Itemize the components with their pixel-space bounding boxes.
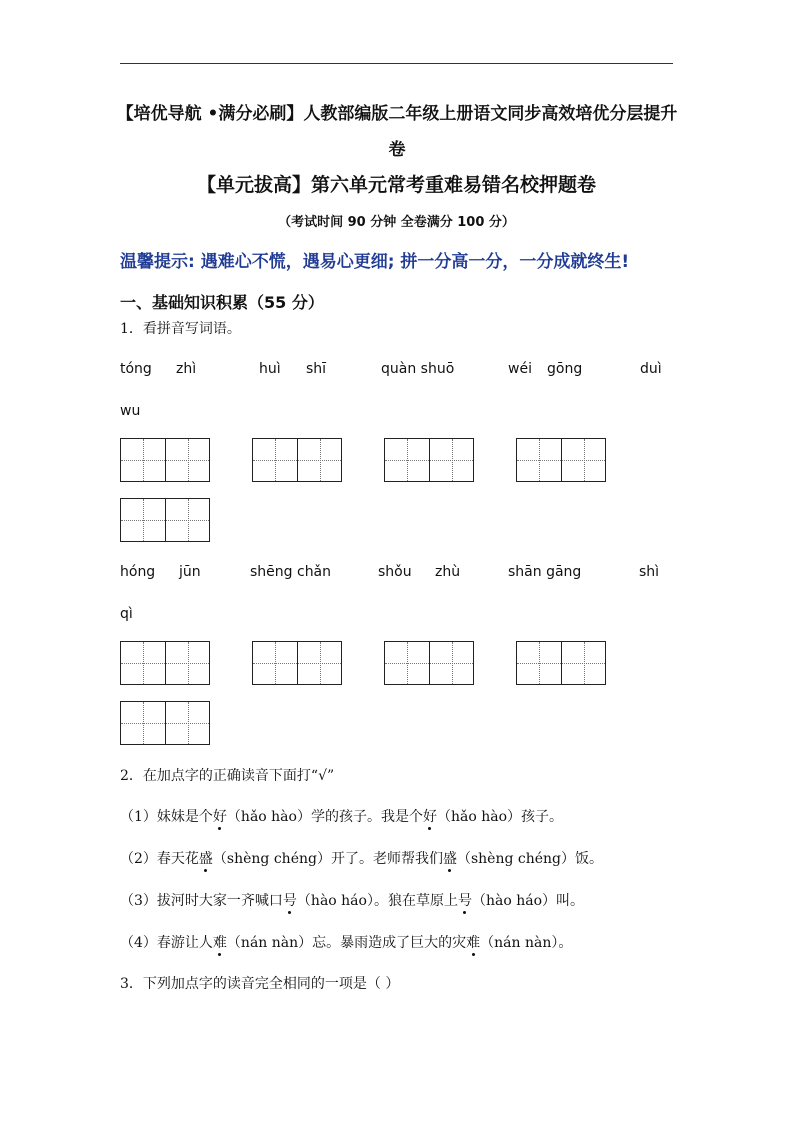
pinyin: tóng <box>120 361 152 377</box>
q2-item: （4）春游让人难（nán nàn）忘。暴雨造成了巨大的灾难（nán nàn）。 <box>120 932 572 952</box>
dotted-char: 好 <box>213 806 227 826</box>
q2-prompt: 2．在加点字的正确读音下面打“√” <box>120 768 335 784</box>
writing-grid[interactable] <box>516 641 606 685</box>
q2-item: （3）拔河时大家一齐喊口号（hào háo）。狼在草原上号（hào háo）叫。 <box>120 890 584 910</box>
writing-grid[interactable] <box>516 438 606 482</box>
q3-prompt: 3．下列加点字的读音完全相同的一项是（ ） <box>120 976 400 992</box>
q2-item: （2）春天花盛（shèng chéng）开了。老师帮我们盛（shèng chéng）饭。 <box>120 848 603 868</box>
pinyin: wéi <box>508 361 532 377</box>
pinyin: zhì <box>176 361 197 377</box>
pinyin: shì <box>639 564 660 580</box>
writing-grid[interactable] <box>120 641 210 685</box>
pinyin: duì <box>640 361 662 377</box>
header-rule <box>120 63 673 64</box>
dotted-char: 号 <box>283 890 297 910</box>
pinyin: wu <box>120 403 141 419</box>
exam-info: （考试时间 90 分钟 全卷满分 100 分） <box>278 215 515 230</box>
pinyin: shēng chǎn <box>250 564 332 580</box>
pinyin: shān gāng <box>508 564 582 580</box>
pinyin: quàn shuō <box>381 361 455 377</box>
pinyin: zhù <box>435 564 461 580</box>
writing-grid[interactable] <box>384 438 474 482</box>
pinyin: huì <box>259 361 281 377</box>
writing-grid[interactable] <box>120 438 210 482</box>
writing-grid[interactable] <box>384 641 474 685</box>
unit-title: 【单元拔高】第六单元常考重难易错名校押题卷 <box>196 174 596 196</box>
dotted-char: 号 <box>458 890 472 910</box>
pinyin: shī <box>306 361 327 377</box>
writing-grid[interactable] <box>252 641 342 685</box>
q1-prompt: 1．看拼音写词语。 <box>120 321 241 337</box>
section-title: 一、基础知识积累（55 分） <box>120 293 324 312</box>
pinyin: shǒu <box>378 564 412 580</box>
dotted-char: 难 <box>466 932 480 952</box>
dotted-char: 盛 <box>443 848 457 868</box>
dotted-char: 好 <box>423 806 437 826</box>
writing-grid[interactable] <box>120 498 210 542</box>
pinyin: qì <box>120 606 133 622</box>
pinyin: hóng <box>120 564 156 580</box>
writing-grid[interactable] <box>120 701 210 745</box>
warm-tip: 温馨提示: 遇难心不慌，遇易心更细; 拼一分高一分，一分成就终生! <box>120 252 630 272</box>
dotted-char: 难 <box>213 932 227 952</box>
paper-title: 【培优导航 •满分必刷】人教部编版二年级上册语文同步高效培优分层提升卷 <box>116 104 678 160</box>
pinyin: jūn <box>179 564 201 580</box>
pinyin: gōng <box>547 361 583 377</box>
writing-grid[interactable] <box>252 438 342 482</box>
dotted-char: 盛 <box>199 848 213 868</box>
q2-item: （1）妹妹是个好（hǎo hào）学的孩子。我是个好（hǎo hào）孩子。 <box>120 806 563 826</box>
